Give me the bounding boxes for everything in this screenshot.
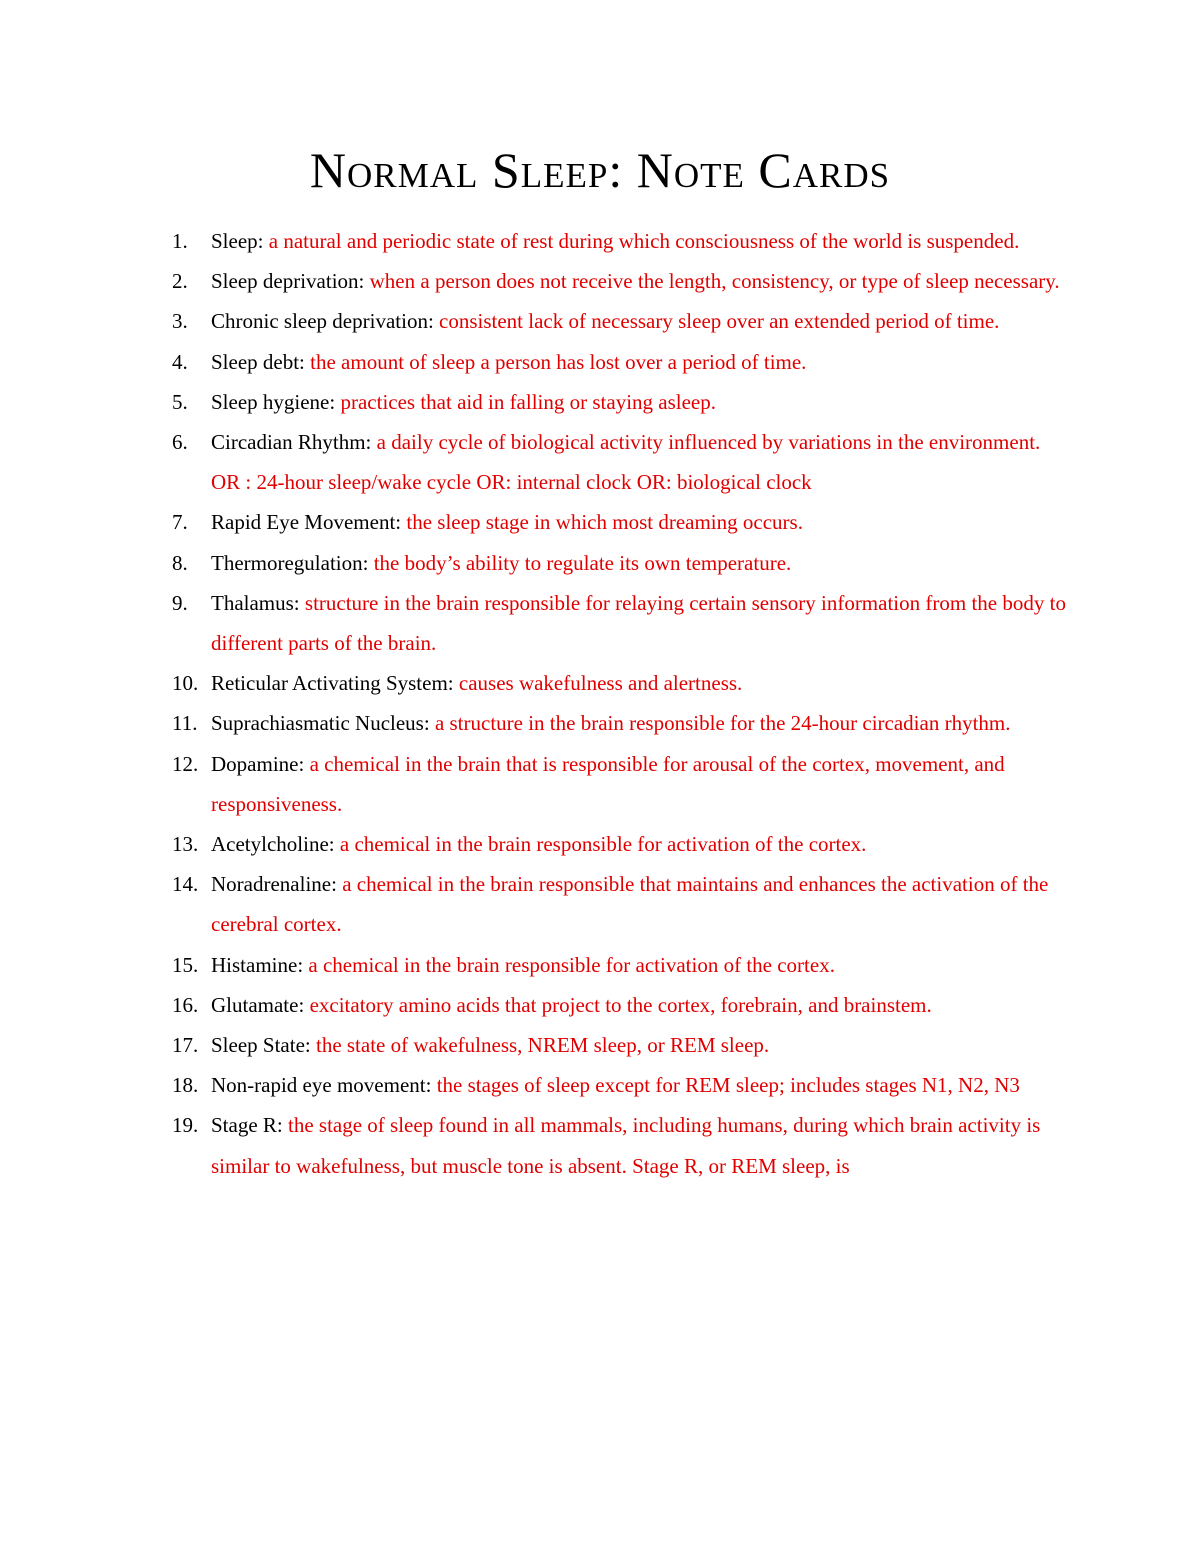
item-number: 19. [172, 1113, 199, 1138]
item-definition: a daily cycle of biological activity influenced by variations in the environment. OR : 24-hour sleep/wake cycle OR: internal clock OR: biological clock [211, 430, 1041, 495]
item-number: 7. [172, 510, 188, 535]
item-definition: the state of wakefulness, NREM sleep, or REM sleep. [315, 1033, 770, 1058]
item-term: Acetylcholine: [211, 832, 335, 857]
item-term: Reticular Activating System: [211, 671, 454, 696]
item-definition: a chemical in the brain responsible that maintains and enhances the activation of the cerebral cortex. [211, 872, 1049, 937]
item-definition: causes wakefulness and alertness. [458, 671, 743, 696]
list-item [0, 864, 1200, 944]
item-term: Sleep deprivation: [211, 269, 365, 294]
item-term: Chronic sleep deprivation: [211, 309, 434, 334]
item-number: 14. [172, 872, 199, 897]
item-number: 1. [172, 229, 188, 253]
list-item [0, 583, 1200, 663]
list-item [0, 945, 1200, 985]
item-number: 13. [172, 832, 199, 857]
item-term: Suprachiasmatic Nucleus: [211, 711, 430, 736]
list-item [0, 382, 1200, 422]
item-number: 18. [172, 1073, 199, 1098]
list-item [0, 342, 1200, 382]
list-item [0, 221, 1200, 261]
item-definition: practices that aid in falling or staying asleep. [340, 389, 717, 414]
item-term: Sleep: [211, 229, 264, 253]
item-definition: the body’s ability to regulate its own temperature. [373, 550, 792, 575]
list-item [0, 301, 1200, 341]
item-term: Stage R: [211, 1113, 283, 1138]
item-term: Histamine: [211, 952, 304, 977]
note-card-list [0, 221, 1200, 1186]
item-definition: when a person does not receive the length, consistency, or type of sleep necessary. [369, 269, 1060, 294]
list-item [0, 663, 1200, 703]
item-term: Glutamate: [211, 992, 305, 1017]
item-term: Sleep hygiene: [211, 389, 336, 414]
item-number: 3. [172, 309, 188, 334]
item-term: Sleep debt: [211, 349, 305, 374]
item-term: Circadian Rhythm: [211, 430, 372, 455]
list-item [0, 985, 1200, 1025]
list-item [0, 703, 1200, 743]
item-definition: the stage of sleep found in all mammals, including humans, during which brain activity is similar to wakefulness, but muscle tone is absent. Stage R, or REM sleep, is [211, 1113, 1041, 1178]
page-title: Normal Sleep: Note Cards [309, 142, 891, 198]
list-item [0, 1025, 1200, 1065]
item-definition: structure in the brain responsible for relaying certain sensory information from the body to different parts of the brain. [211, 590, 1066, 656]
item-number: 8. [172, 550, 188, 575]
item-number: 15. [172, 952, 199, 977]
item-term: Non-rapid eye movement: [211, 1073, 432, 1098]
item-term: Thermoregulation: [211, 550, 369, 575]
item-definition: the stages of sleep except for REM sleep; includes stages N1, N2, N3 [436, 1073, 1020, 1098]
item-number: 17. [172, 1033, 199, 1058]
item-definition: consistent lack of necessary sleep over an extended period of time. [439, 309, 1000, 334]
list-item [0, 744, 1200, 824]
item-number: 2. [172, 269, 188, 294]
list-item [0, 502, 1200, 542]
item-number: 9. [172, 590, 188, 615]
item-definition: a structure in the brain responsible for the 24-hour circadian rhythm. [434, 711, 1011, 736]
list-item [0, 1065, 1200, 1105]
item-definition: a chemical in the brain that is responsible for arousal of the cortex, movement, and responsiveness. [211, 751, 1005, 816]
item-term: Noradrenaline: [211, 872, 337, 897]
item-definition: a chemical in the brain responsible for activation of the cortex. [308, 952, 835, 977]
item-number: 6. [172, 430, 188, 455]
list-item [0, 543, 1200, 583]
item-term: Rapid Eye Movement: [211, 510, 402, 535]
item-number: 16. [172, 992, 199, 1017]
item-number: 11. [172, 711, 198, 736]
item-number: 12. [172, 751, 199, 776]
list-item [0, 261, 1200, 301]
list-item [0, 824, 1200, 864]
item-definition: excitatory amino acids that project to the cortex, forebrain, and brainstem. [309, 992, 932, 1017]
item-term: Sleep State: [211, 1033, 311, 1058]
item-definition: the amount of sleep a person has lost over a period of time. [310, 349, 807, 374]
item-number: 4. [172, 349, 188, 374]
item-definition: a chemical in the brain responsible for activation of the cortex. [339, 832, 867, 857]
item-definition: the sleep stage in which most dreaming occurs. [406, 510, 803, 535]
item-number: 10. [172, 671, 199, 696]
item-term: Thalamus: [211, 590, 300, 615]
item-number: 5. [172, 389, 188, 414]
list-item [0, 422, 1200, 502]
item-definition: a natural and periodic state of rest during which consciousness of the world is suspended. [268, 229, 1020, 253]
item-term: Dopamine: [211, 751, 305, 776]
list-item [0, 1105, 1200, 1185]
